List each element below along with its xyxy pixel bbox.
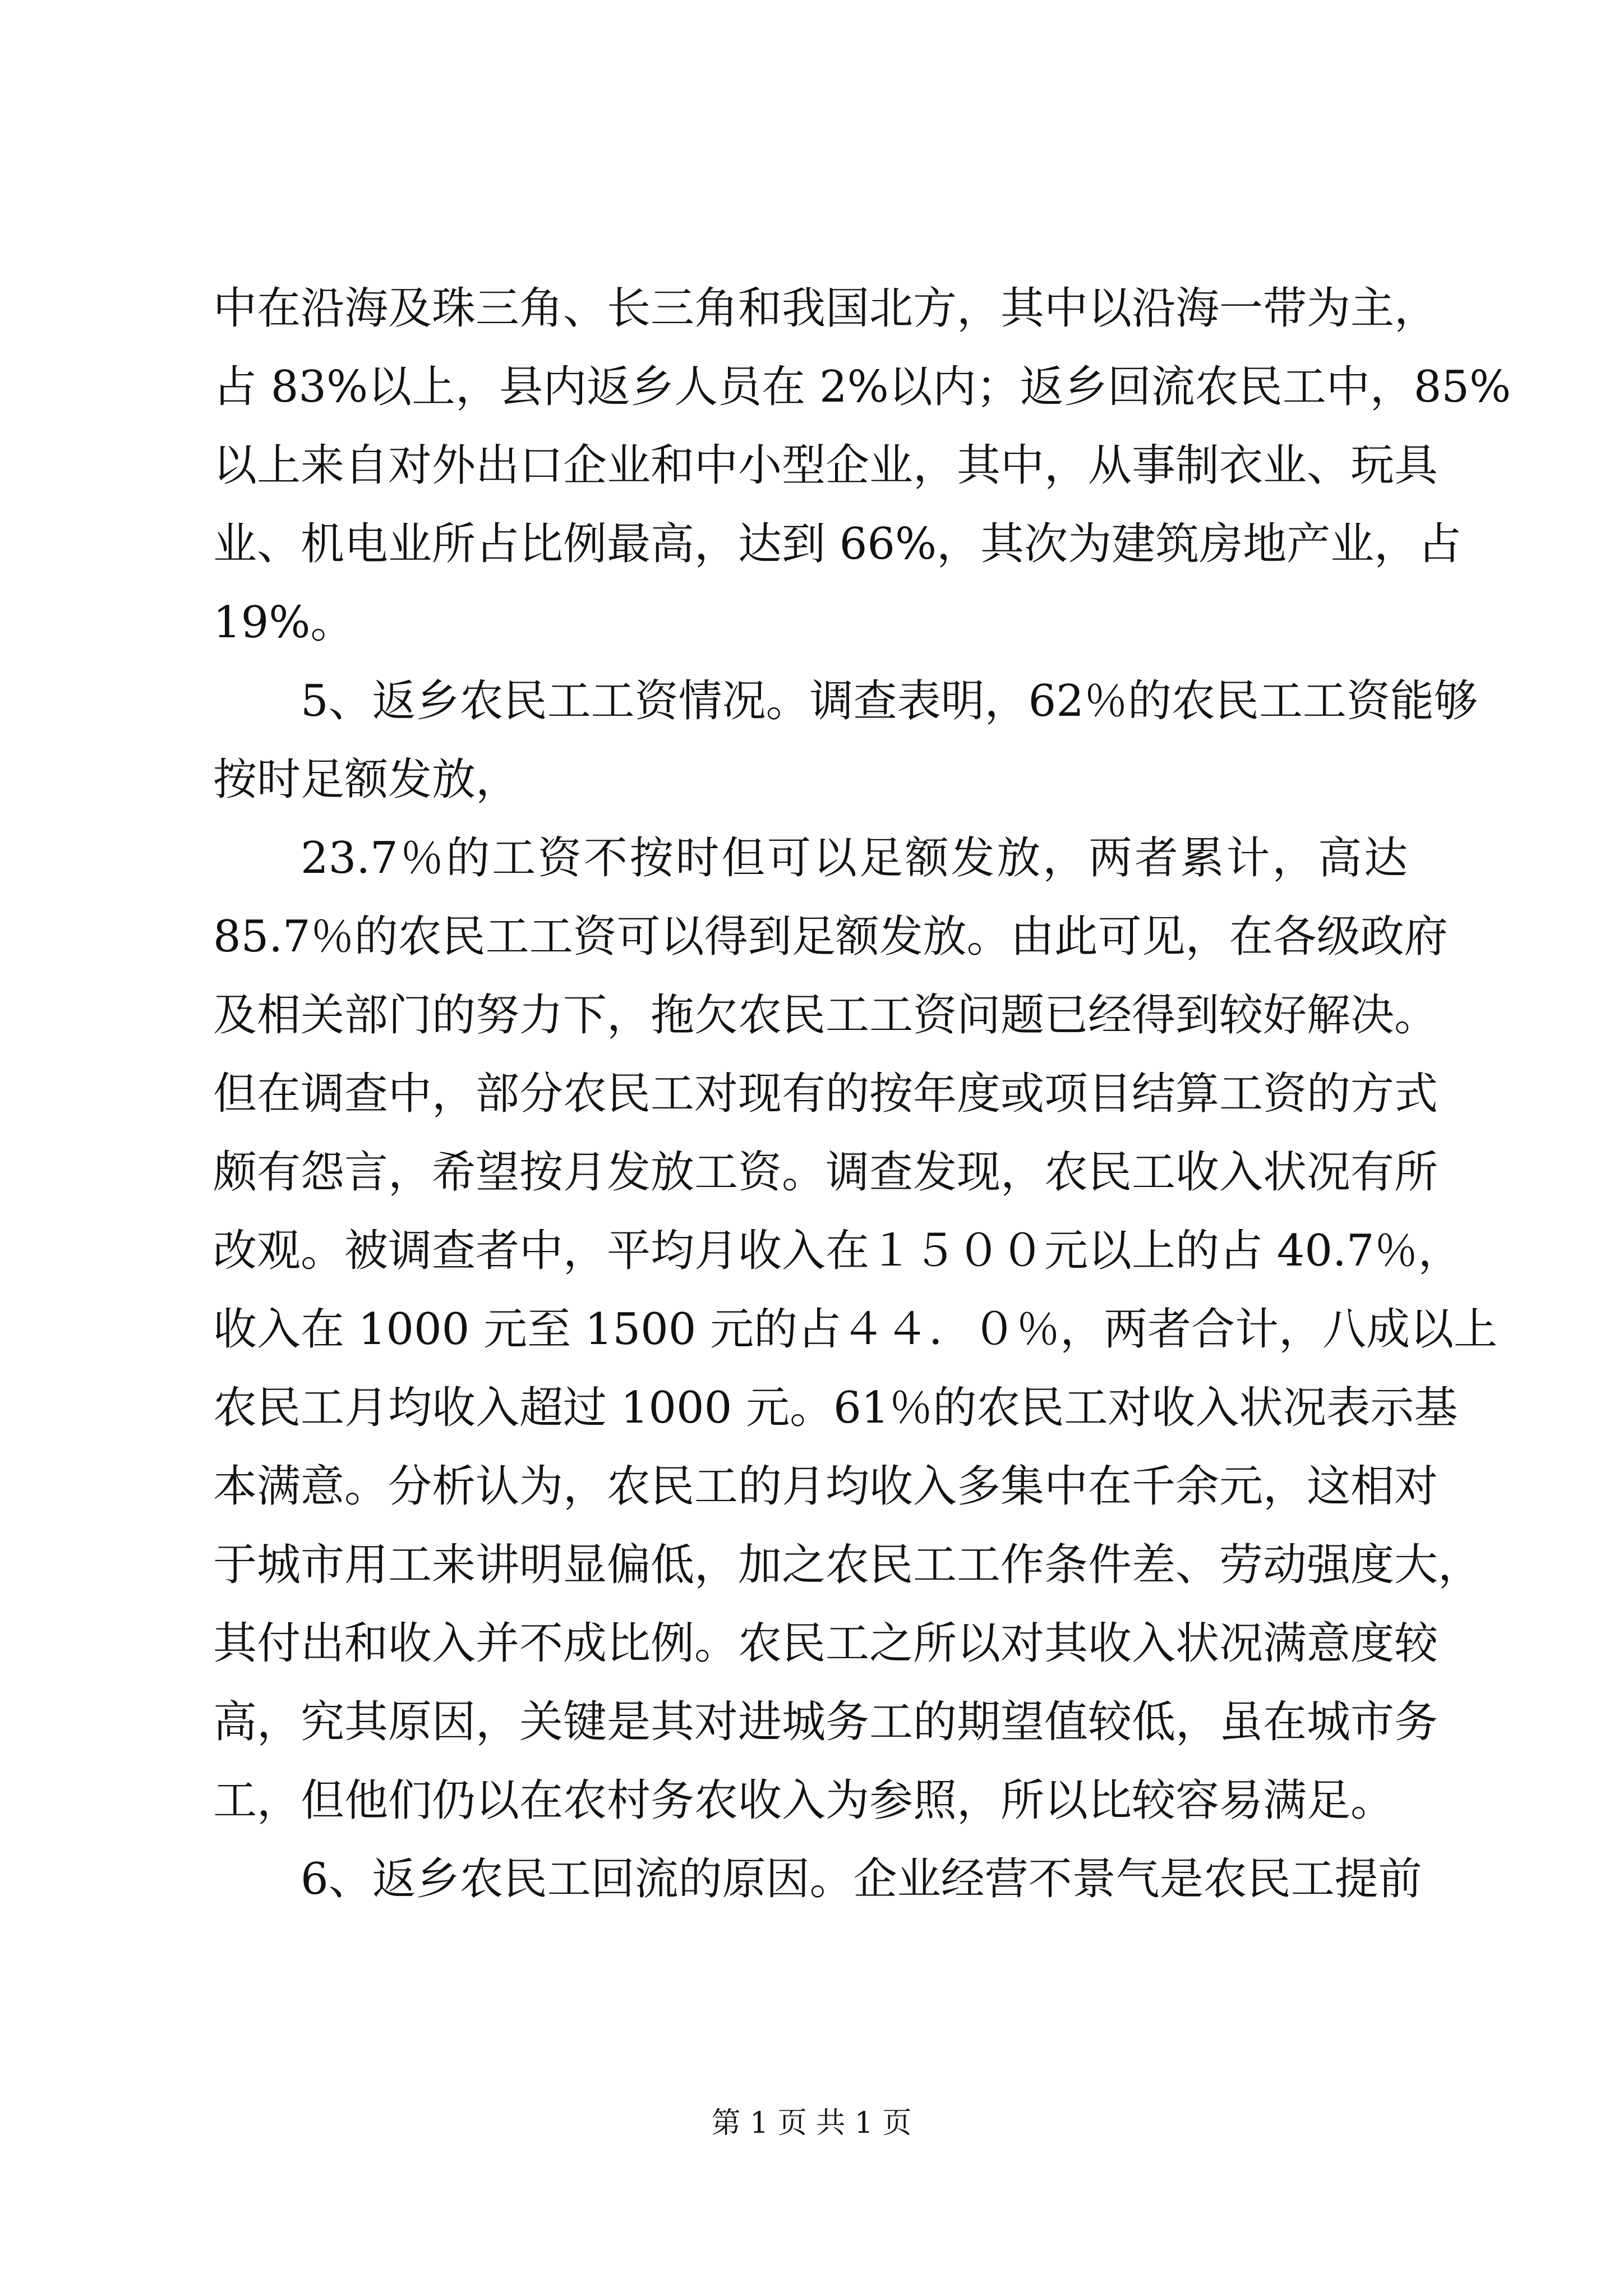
text-line: 85.7％的农民工工资可以得到足额发放。由此可见，在各级政府 xyxy=(213,912,1448,962)
text-line: 按时足额发放， xyxy=(213,754,520,805)
text-line: 改观。被调查者中，平均月收入在１５００元以上的占 40.7％， xyxy=(213,1226,1462,1276)
text-line: 农民工月均收入超过 1000 元。61％的农民工对收入状况表示基 xyxy=(213,1383,1458,1433)
paragraph-start-line: 23.7％的工资不按时但可以足额发放，两者累计，高达 xyxy=(301,833,1408,884)
text-line: 以上来自对外出口企业和中小型企业，其中，从事制衣业、玩具 xyxy=(213,440,1438,491)
document-body xyxy=(213,269,1511,1918)
page-footer: 第 1 页 共 1 页 xyxy=(711,2106,912,2140)
text-line: 但在调查中，部分农民工对现有的按年度或项目结算工资的方式 xyxy=(213,1069,1438,1119)
text-line: 工，但他们仍以在农村务农收入为参照，所以比较容易满足。 xyxy=(213,1775,1395,1826)
paragraph-start-line: 6、返乡农民工回流的原因。企业经营不景气是农民工提前 xyxy=(301,1854,1422,1904)
text-line: 业、机电业所占比例最高，达到 66%，其次为建筑房地产业，占 xyxy=(213,519,1462,569)
paragraph-start-line: 5、返乡农民工工资情况。调查表明，62％的农民工工资能够 xyxy=(301,676,1478,726)
text-line: 其付出和收入并不成比例。农民工之所以对其收入状况满意度较 xyxy=(213,1618,1438,1669)
text-line: 及相关部门的努力下，拖欠农民工工资问题已经得到较好解决。 xyxy=(213,990,1438,1041)
text-line: 中在沿海及珠三角、长三角和我国北方，其中以沿海一带为主， xyxy=(213,283,1438,334)
text-line: 占 83%以上，县内返乡人员在 2%以内；返乡回流农民工中，85% xyxy=(213,362,1511,412)
text-line: 颇有怨言，希望按月发放工资。调查发现，农民工收入状况有所 xyxy=(213,1147,1438,1198)
text-line: 收入在 1000 元至 1500 元的占４４．０％，两者合计，八成以上 xyxy=(213,1304,1498,1355)
text-line: 高，究其原因，关键是其对进城务工的期望值较低，虽在城市务 xyxy=(213,1697,1438,1747)
text-line: 于城市用工来讲明显偏低，加之农民工工作条件差、劳动强度大， xyxy=(213,1540,1482,1590)
text-line: 本满意。分析认为，农民工的月均收入多集中在千余元，这相对 xyxy=(213,1461,1438,1512)
text-line: 19%。 xyxy=(213,597,354,648)
